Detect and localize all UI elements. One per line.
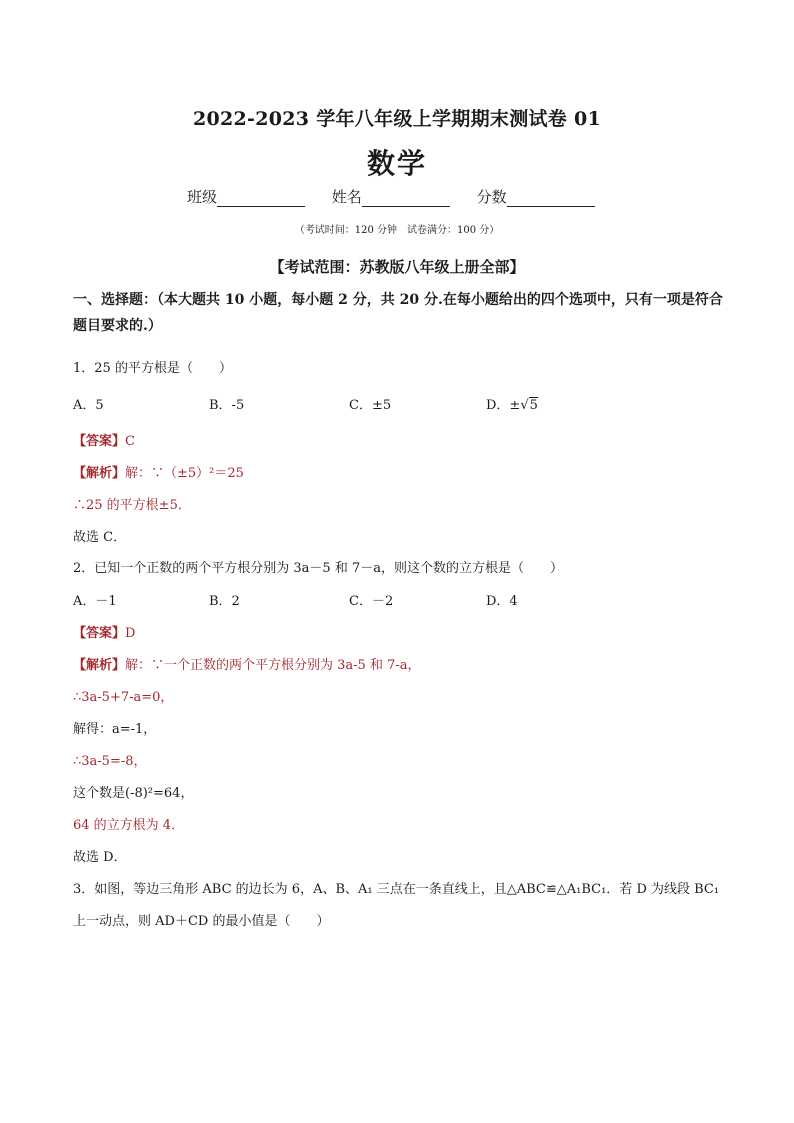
score-label: 分数 [476,188,507,206]
q1-option-d-prefix: D．± [486,398,521,413]
q1-answer [73,430,135,449]
answer-label: 【答案】 [73,626,126,641]
q1-analysis-line [73,462,244,481]
q2-analysis-line [73,654,421,673]
q2-conclusion: 故选 D． [73,850,127,865]
score-blank [507,189,595,207]
q2-analysis-line-3: 解得：a=-1， [73,722,157,737]
q1-stem: 1．25 的平方根是（ ） [73,361,232,376]
student-info-row [187,186,617,207]
sqrt-symbol: √5 [520,398,538,413]
q2-analysis-line-6: 64 的立方根为 4． [73,818,185,833]
q1-option-c: C．±5 [349,398,392,413]
name-blank [362,189,450,207]
analysis-label: 【解析】 [73,466,126,481]
q2-option-c: C．－2 [349,594,394,609]
class-label: 班级 [187,188,218,206]
q2-option-b: B．2 [209,594,240,609]
exam-scope: 【考试范围：苏教版八年级上册全部】 [269,258,525,276]
exam-note: （考试时间：120 分钟 试卷满分：100 分） [294,225,500,236]
q1-option-b: B．-5 [209,398,245,413]
answer-label: 【答案】 [73,434,126,449]
section-heading: 一、选择题：（本大题共 10 小题，每小题 2 分，共 20 分.在每小题给出的四个选项中，只有一项是符合题目要求的.） [73,292,723,334]
q1-analysis-line-2: ∴25 的平方根±5． [73,498,191,513]
q1-analysis-text: 解：∵（±5）²＝25 [125,466,244,481]
q1-answer-value: C [125,434,135,449]
q2-option-a: A．－1 [73,594,117,609]
q2-option-d: D．4 [486,594,518,609]
q2-analysis-line-4: ∴3a-5=-8， [73,754,147,769]
q2-stem: 2．已知一个正数的两个平方根分别为 3a－5 和 7－a，则这个数的立方根是（ ） [73,561,563,576]
q2-analysis-text: 解：∵一个正数的两个平方根分别为 3a-5 和 7-a， [125,658,421,673]
q1-conclusion: 故选 C． [73,530,127,545]
exam-title: 2022-2023 学年八年级上学期期末测试卷 01 [192,108,602,130]
analysis-label: 【解析】 [73,658,126,673]
q2-analysis-line-5: 这个数是(-8)²=64， [73,786,194,801]
subject-title: 数学 [366,147,427,180]
q1-option-d [486,394,538,413]
q2-answer [73,622,135,641]
q3-stem-line-1: 3．如图，等边三角形 ABC 的边长为 6，A、B、A₁ 三点在一条直线上，且△ABC≌△A₁BC₁．若 D 为线段 BC₁ [73,882,720,897]
name-label: 姓名 [331,188,362,206]
q3-stem-line-2: 上一动点，则 AD＋CD 的最小值是（ ） [73,914,330,929]
q2-answer-value: D [125,626,136,641]
q2-analysis-line-2: ∴3a-5+7-a=0， [73,690,174,705]
q1-option-d-radicand: 5 [529,398,538,413]
class-blank [217,189,305,207]
q1-option-a: A．5 [73,398,104,413]
